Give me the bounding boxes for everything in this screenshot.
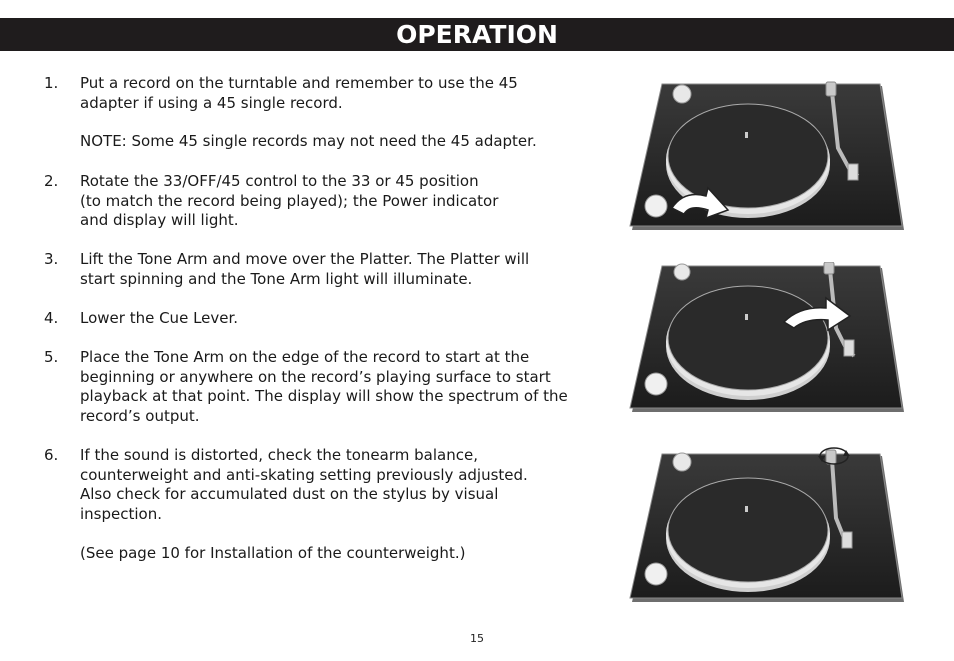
spindle-icon xyxy=(745,132,748,138)
step-line: Place the Tone Arm on the edge of the record to start at the xyxy=(80,348,530,366)
speed-control-knob-icon xyxy=(645,563,667,585)
step-line: Lift the Tone Arm and move over the Platter. The Platter will xyxy=(80,250,530,268)
step-number: 2. xyxy=(44,172,59,190)
page-number: 15 xyxy=(470,632,484,645)
speed-control-knob-icon xyxy=(645,195,667,217)
counterweight-icon xyxy=(824,262,834,274)
knob-icon xyxy=(673,85,691,103)
step-line: counterweight and anti-skating setting previously adjusted. xyxy=(80,465,528,484)
speed-control-knob-icon xyxy=(645,373,667,395)
step-line: playback at that point. The display will show the spectrum of the xyxy=(80,387,568,406)
turntable-illustration-2 xyxy=(624,262,906,424)
step-number: 1. xyxy=(44,74,59,92)
step-number: 3. xyxy=(44,250,59,268)
step-number: 4. xyxy=(44,309,59,327)
knob-icon xyxy=(674,264,690,280)
page-title: OPERATION xyxy=(396,20,558,49)
step-number: 6. xyxy=(44,446,59,464)
counterweight-icon xyxy=(826,82,836,96)
turntable-illustration-3 xyxy=(624,446,906,608)
spindle-icon xyxy=(745,506,748,512)
step-text xyxy=(80,172,600,231)
step-line: If the sound is distorted, check the tonearm balance, xyxy=(80,446,478,464)
step-number: 5. xyxy=(44,348,59,366)
step-line: Lower the Cue Lever. xyxy=(80,309,239,327)
step-line: inspection. xyxy=(80,504,162,523)
step-text xyxy=(80,348,600,426)
turntable-illustration-1 xyxy=(624,80,906,242)
step-text xyxy=(80,74,600,113)
note-label: NOTE: xyxy=(80,132,127,150)
step-line: Rotate the 33/OFF/45 control to the 33 or 45 position xyxy=(80,172,479,190)
step-line: and display will light. xyxy=(80,211,239,230)
step-line: start spinning and the Tone Arm light will illuminate. xyxy=(80,269,473,288)
step-line: Put a record on the turntable and remember to use the 45 xyxy=(80,74,518,92)
step-line: Also check for accumulated dust on the stylus by visual xyxy=(80,485,499,504)
step-line: (to match the record being played); the Power indicator xyxy=(80,191,499,210)
step-line: adapter if using a 45 single record. xyxy=(80,93,343,112)
step-line: record’s output. xyxy=(80,406,200,425)
step-line: beginning or anywhere on the record’s playing surface to start xyxy=(80,367,551,386)
step-text xyxy=(80,250,600,289)
step-text xyxy=(80,446,600,524)
knob-icon xyxy=(673,453,691,471)
step-text xyxy=(80,309,600,329)
spindle-icon xyxy=(745,314,748,320)
section-header xyxy=(0,18,954,51)
note-text: Some 45 single records may not need the 45 adapter. xyxy=(131,132,537,150)
counterweight-icon xyxy=(826,450,836,464)
